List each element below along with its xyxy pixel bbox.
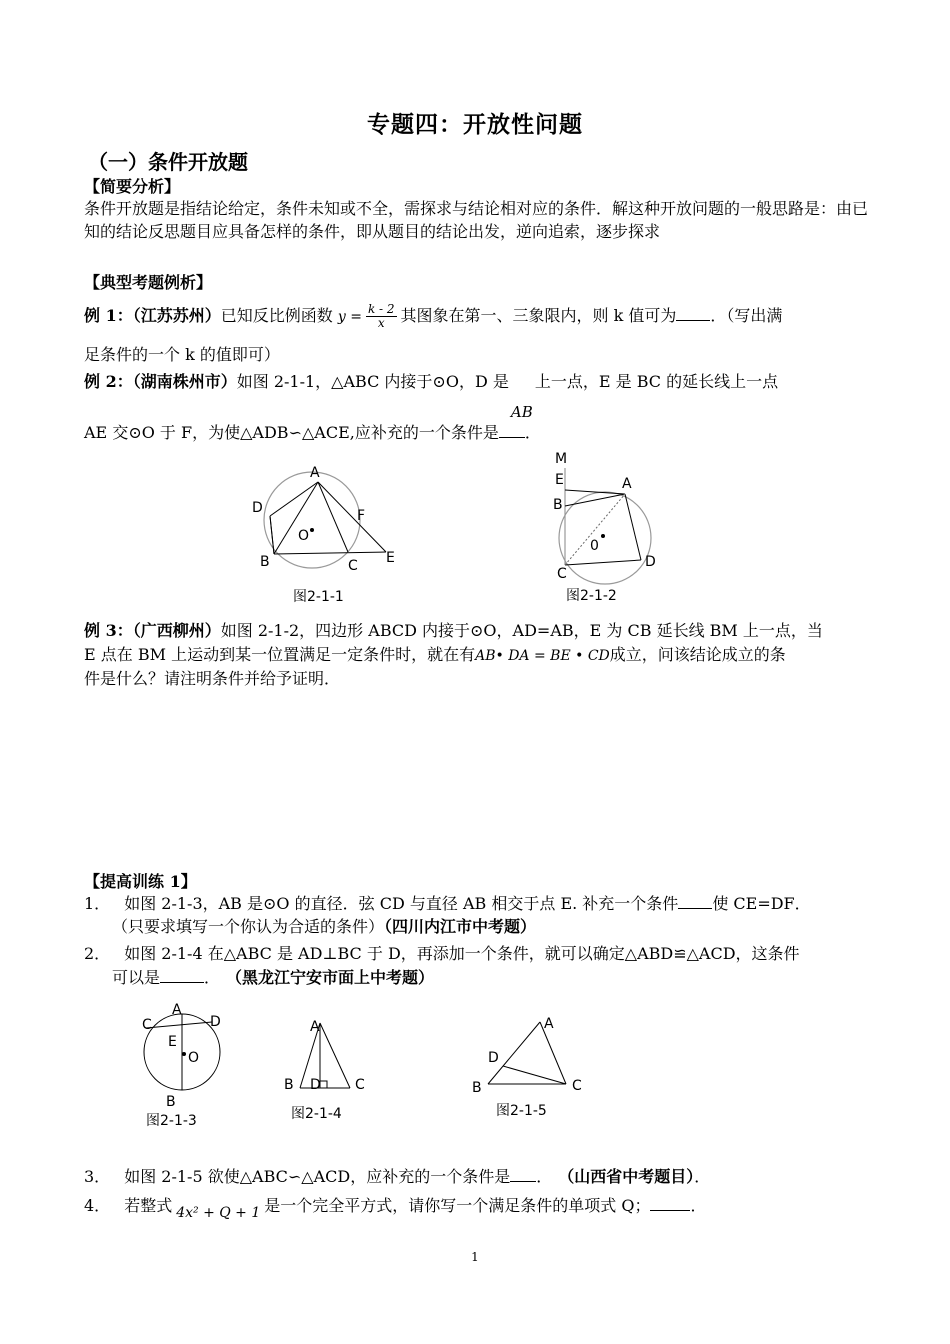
question-1-number: 1．: [84, 894, 111, 913]
question-4-text-b: 是一个完全平方式，请你写一个满足条件的单项式 Q；: [264, 1196, 651, 1215]
example-3-label: 例 3：: [84, 621, 133, 640]
question-4: [84, 1194, 707, 1219]
question-1-source: （四川内江市中考题）: [384, 917, 537, 936]
formula-numerator: k - 2: [367, 302, 395, 316]
fig1-label-a: A: [310, 465, 320, 481]
example-2-cont: [84, 421, 541, 444]
figure-2-1-2-caption: 图2-1-2: [566, 588, 617, 604]
example-3-text: 如图 2-1-2，四边形 ABCD 内接于⊙O，AD=AB，E 为 CB 延长线 BM 上一点，当: [220, 621, 823, 640]
answer-blank[interactable]: [160, 968, 204, 983]
figure-2-1-5: [470, 1012, 590, 1102]
fig2-label-0: 0: [590, 538, 599, 554]
example-2-source: （湖南株州市）: [132, 372, 237, 391]
fig3-label-a: A: [172, 1002, 182, 1018]
fig1-label-e: E: [386, 550, 395, 566]
fig5-label-a: A: [544, 1016, 554, 1032]
question-4-text: 若整式: [124, 1196, 173, 1215]
examples-heading: 【典型考题例析】: [84, 273, 213, 292]
figure-2-1-1-caption: 图2-1-1: [293, 589, 344, 605]
fig3-label-c: C: [142, 1017, 152, 1033]
question-1-text-b: 使 CE=DF．: [712, 894, 811, 913]
fig1-label-b: B: [260, 554, 270, 570]
arc-label: AB: [510, 403, 533, 421]
answer-blank[interactable]: [650, 1196, 690, 1211]
example-2-label: 例 2：: [84, 372, 133, 391]
figure-2-1-5-caption: 图2-1-5: [496, 1103, 547, 1119]
fig1-label-o: O: [298, 528, 310, 544]
training-heading: 【提高训练 1】: [84, 872, 197, 891]
example-1-text-b: 其图象在第一、三象限内，则 k 值可为: [400, 306, 677, 325]
fig2-label-c: C: [557, 566, 567, 582]
question-4-text-c: ．: [690, 1196, 707, 1215]
fig1-label-f: F: [357, 508, 366, 524]
analysis-heading: 【简要分析】: [84, 177, 181, 196]
page-number: 1: [471, 1250, 479, 1264]
formula-denominator: x: [377, 316, 385, 330]
answer-blank[interactable]: [676, 306, 710, 321]
question-1: [84, 892, 811, 915]
fig4-label-a: A: [310, 1019, 320, 1035]
question-1-text: 如图 2-1-3，AB 是⊙O 的直径．弦 CD 与直径 AB 相交于点 E. 补充一个条件: [124, 894, 679, 913]
figure-2-1-3: [130, 1000, 240, 1110]
answer-blank[interactable]: [499, 423, 525, 438]
example-3-line3: 件是什么？请注明条件并给予证明．: [84, 669, 341, 688]
example-2-text-c: AE 交⊙O 于 F，为使△ADB∽△ACE,应补充的一个条件是: [84, 423, 499, 442]
question-3: [84, 1165, 710, 1188]
answer-blank[interactable]: [510, 1167, 536, 1182]
example-1-text-c: ．（写出满: [710, 306, 783, 325]
figure-2-1-4-caption: 图2-1-4: [291, 1106, 342, 1122]
question-2-source: （黑龙江宁安市面上中考题）: [234, 968, 435, 987]
example-3-source: （广西柳州）: [132, 621, 221, 640]
fig2-label-d: D: [645, 554, 656, 570]
figure-2-1-3-caption: 图2-1-3: [146, 1113, 197, 1129]
fig4-label-c: C: [355, 1077, 365, 1093]
fig3-label-b: B: [166, 1094, 176, 1110]
example-1-cont: 足条件的一个 k 的值即可）: [84, 345, 280, 364]
fig4-label-b: B: [284, 1077, 294, 1093]
example-1-text: 已知反比例函数: [220, 306, 333, 325]
formula-fraction: [366, 303, 397, 330]
section-heading: （一）条件开放题: [88, 150, 248, 174]
question-3-text-b: ．: [536, 1167, 553, 1186]
question-3-number: 3．: [84, 1167, 111, 1186]
fig5-label-d: D: [488, 1050, 499, 1066]
example-2-text: 如图 2-1-1，△ABC 内接于⊙O，D 是: [236, 372, 509, 391]
example-1-label: 例 1：: [84, 306, 133, 325]
question-1-text-c: （只要求填写一个你认为合适的条件）: [112, 917, 385, 936]
example-2-text-b: 上一点，E 是 BC 的延长线上一点: [534, 372, 779, 391]
answer-blank[interactable]: [678, 894, 712, 909]
question-3-text-c: ．: [694, 1167, 711, 1186]
fig1-label-c: C: [348, 558, 358, 574]
fig1-label-d: D: [252, 500, 263, 516]
question-2: [84, 942, 800, 965]
example-3-text-b: E 点在 BM 上运动到某一位置满足一定条件时，就在有: [84, 645, 476, 664]
question-4-number: 4．: [84, 1196, 111, 1215]
example-2-text-d: ．: [524, 423, 541, 442]
example-3: [84, 619, 823, 642]
fig3-label-o: O: [188, 1050, 200, 1066]
fig2-label-e: E: [555, 472, 564, 488]
example-1-source: （江苏苏州）: [132, 306, 221, 325]
fig2-label-a: A: [622, 476, 632, 492]
example-1: [84, 303, 782, 330]
example-3-formula: AB• DA = BE • CD: [475, 648, 610, 664]
question-1-cont: [112, 915, 536, 938]
fig5-label-c: C: [572, 1078, 582, 1094]
formula-y: y =: [337, 309, 362, 325]
analysis-text: 条件开放题是指结论给定，条件未知或不全，需探求与结论相对应的条件．解这种开放问题的一般思路是：由已知的结论反思题目应具备怎样的条件，即从题目的结论出发，逆向追索，逐步探求: [84, 199, 869, 241]
question-4-formula: 4x² + Q + 1: [176, 1205, 261, 1221]
question-2-number: 2．: [84, 944, 111, 963]
fig3-label-d: D: [210, 1014, 221, 1030]
fig3-label-e: E: [168, 1034, 177, 1050]
page-title: 专题四：开放性问题: [367, 112, 583, 138]
example-3-text-c: 成立，问该结论成立的条: [609, 645, 786, 664]
example-2: [84, 370, 779, 421]
fig5-label-b: B: [472, 1080, 482, 1096]
question-2-text: 如图 2-1-4 在△ABC 是 AD⊥BC 于 D，再添加一个条件，就可以确定△ABD≌△ACD，这条件: [124, 944, 800, 963]
example-3-line2: [84, 643, 786, 668]
fig4-label-d: D: [310, 1077, 321, 1093]
question-2-cont: [112, 966, 434, 989]
figure-2-1-2: [545, 450, 665, 590]
question-2-text-b: 可以是: [112, 968, 161, 987]
question-2-text-c: ．: [204, 968, 221, 987]
question-3-source: （山西省中考题目）: [566, 1167, 695, 1186]
question-3-text: 如图 2-1-5 欲使△ABC∽△ACD，应补充的一个条件是: [124, 1167, 511, 1186]
figure-2-1-4: [280, 1015, 370, 1095]
fig2-label-m: M: [555, 451, 568, 467]
fig2-label-b: B: [553, 497, 563, 513]
